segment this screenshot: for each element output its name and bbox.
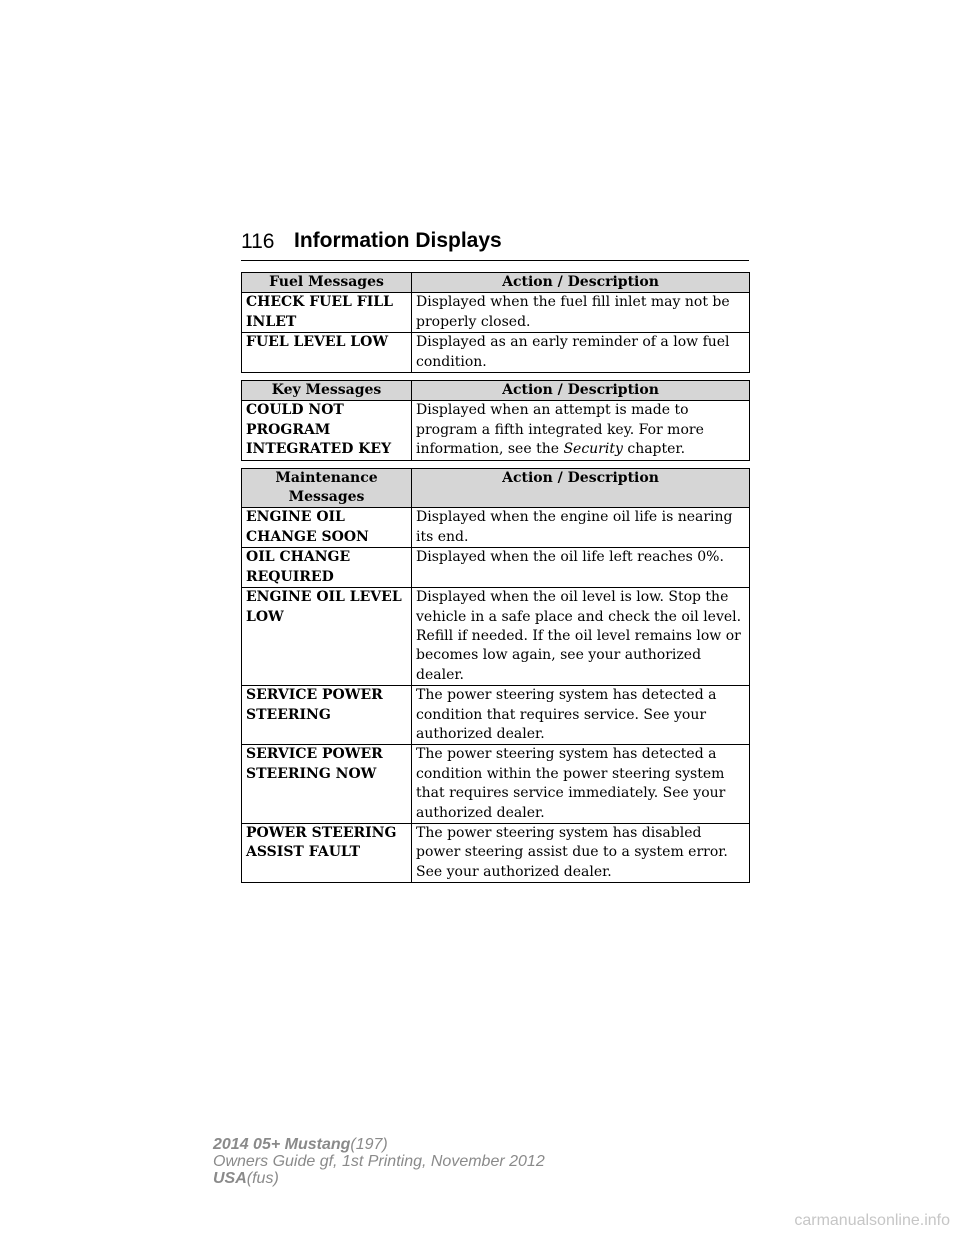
column-header: Maintenance Messages (242, 468, 412, 508)
message-name: ENGINE OIL LEVEL LOW (242, 588, 412, 686)
message-description: Displayed when the engine oil life is nearing its end. (412, 508, 750, 548)
document-footer (213, 1136, 545, 1187)
watermark: carmanualsonline.info (794, 1212, 950, 1229)
column-header: Fuel Messages (242, 273, 412, 293)
page-number: 116 (241, 230, 275, 253)
description-text: Displayed when an attempt is made to program a fifth integrated key. For more information, see the (416, 402, 704, 458)
maintenance-messages-table (241, 468, 750, 884)
message-description: Displayed when the oil life left reaches 0%. (412, 548, 750, 588)
footer-code: (197) (350, 1136, 388, 1153)
table-row (242, 686, 750, 745)
table-row (242, 823, 750, 882)
column-header: Action / Description (412, 381, 750, 401)
footer-line (213, 1136, 545, 1153)
message-name: FUEL LEVEL LOW (242, 333, 412, 373)
description-text: chapter. (622, 441, 686, 458)
message-description: The power steering system has detected a condition within the power steering system that requires service immediately. See your authorized dealer. (412, 745, 750, 824)
chapter-reference: Security (563, 441, 623, 458)
footer-market-code: (fus) (246, 1170, 279, 1187)
table-row (242, 508, 750, 548)
message-name: SERVICE POWER STEERING (242, 686, 412, 745)
message-description: Displayed when the oil level is low. Stop the vehicle in a safe place and check the oil level. Refill if needed. If the oil level remains low or becomes low again, see your authorized dealer. (412, 588, 750, 686)
table-header-row (242, 273, 750, 293)
table-row (242, 588, 750, 686)
page-title: Information Displays (294, 229, 502, 252)
table-row (242, 745, 750, 824)
table-row (242, 333, 750, 373)
message-description: The power steering system has detected a condition that requires service. See your authorized dealer. (412, 686, 750, 745)
table-header-row (242, 381, 750, 401)
message-tables (241, 272, 749, 890)
column-header: Key Messages (242, 381, 412, 401)
message-description: The power steering system has disabled power steering assist due to a system error. See your authorized dealer. (412, 823, 750, 882)
footer-line (213, 1170, 545, 1187)
footer-market: USA (213, 1170, 247, 1187)
message-name: OIL CHANGE REQUIRED (242, 548, 412, 588)
message-name: POWER STEERING ASSIST FAULT (242, 823, 412, 882)
fuel-messages-table (241, 272, 750, 373)
message-description: Displayed when the fuel fill inlet may not be properly closed. (412, 293, 750, 333)
column-header: Action / Description (412, 468, 750, 508)
table-row (242, 293, 750, 333)
page-header (241, 228, 749, 261)
message-description: Displayed as an early reminder of a low fuel condition. (412, 333, 750, 373)
key-messages-table (241, 380, 750, 461)
table-row (242, 548, 750, 588)
message-name: ENGINE OIL CHANGE SOON (242, 508, 412, 548)
message-description (412, 401, 750, 460)
table-header-row (242, 468, 750, 508)
table-row (242, 401, 750, 460)
column-header: Action / Description (412, 273, 750, 293)
footer-model: 2014 05+ Mustang (213, 1136, 351, 1153)
message-name: SERVICE POWER STEERING NOW (242, 745, 412, 824)
footer-line: Owners Guide gf, 1st Printing, November 2012 (213, 1153, 545, 1170)
message-name: CHECK FUEL FILL INLET (242, 293, 412, 333)
message-name: COULD NOT PROGRAM INTEGRATED KEY (242, 401, 412, 460)
